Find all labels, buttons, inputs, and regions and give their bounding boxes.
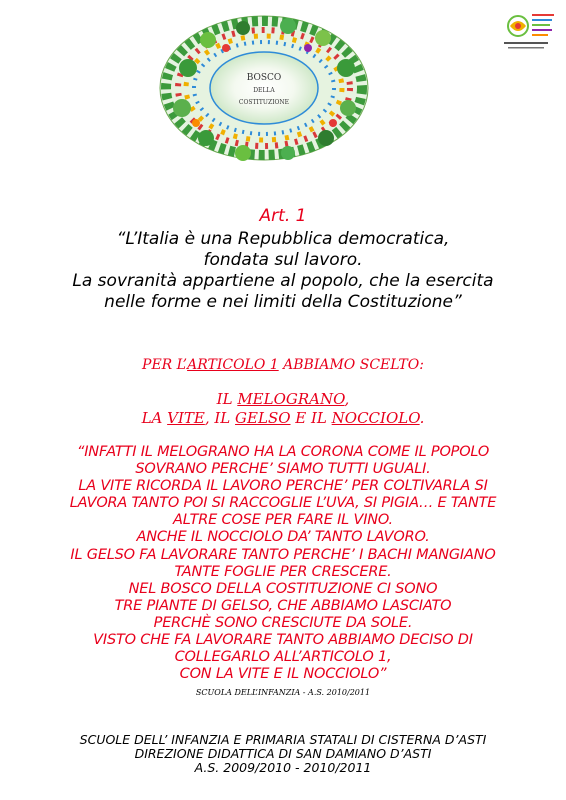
explanation-line: IL GELSO FA LAVORARE TANTO PERCHE’ I BACHI MANGIANO <box>70 546 496 563</box>
corner-logo <box>496 8 558 56</box>
explanation-line: COLLEGARLO ALL’ARTICOLO 1, <box>174 649 392 666</box>
bosco-costituzione-logo <box>148 8 380 168</box>
article-quote <box>0 229 566 313</box>
quote-line: fondata sul lavoro. <box>203 250 363 270</box>
explanation-line: TANTE FOGLIE PER CRESCERE. <box>174 563 392 580</box>
plants-list <box>0 390 566 428</box>
explanation-line: NEL BOSCO DELLA COSTITUZIONE CI SONO <box>128 580 438 597</box>
article-reference: ARTICOLO 1 <box>187 357 279 373</box>
plants-text: LA <box>141 409 168 427</box>
choice-heading <box>0 356 566 374</box>
explanation-line: “INFATTI IL MELOGRANO HA LA CORONA COME IL POPOLO <box>76 444 490 460</box>
quote-line: La sovranità appartiene al popolo, che la esercita <box>72 271 494 291</box>
footer <box>0 733 566 775</box>
explanation-line: PERCHÈ SONO CRESCIUTE DA SOLE. <box>153 614 413 631</box>
school-year-line: SCUOLA DELL’INFANZIA - A.S. 2010/2011 <box>195 688 371 697</box>
article-title: Art. 1 <box>259 206 307 226</box>
plant-vite: VITE <box>167 409 205 427</box>
plants-line-2 <box>0 409 566 428</box>
plants-text: IL <box>216 390 238 408</box>
plants-text: , IL <box>204 409 236 427</box>
explanation-line: ALTRE COSE PER FARE IL VINO. <box>173 512 393 529</box>
footer-line: SCUOLE DELL’ INFANZIA E PRIMARIA STATALI DI CISTERNA D’ASTI <box>79 732 487 747</box>
quote-line: nelle forme e nei limiti della Costituzione” <box>104 292 462 312</box>
footer-line: DIREZIONE DIDATTICA DI SAN DAMIANO D’ASTI <box>134 746 432 761</box>
explanation-line: TRE PIANTE DI GELSO, CHE ABBIAMO LASCIATO <box>114 597 452 614</box>
explanation-line: SOVRANO PERCHE’ SIAMO TUTTI UGUALI. <box>135 461 431 478</box>
plants-text: . <box>419 409 425 427</box>
explanation-line: ANCHE IL NOCCIOLO DA’ TANTO LAVORO. <box>136 529 430 546</box>
logo-text-top: BOSCO <box>246 73 282 83</box>
explanation-text <box>0 444 566 683</box>
choice-prefix: PER L’ <box>142 357 188 373</box>
logo-text-bottom: COSTITUZIONE <box>238 99 290 106</box>
footer-line: A.S. 2009/2010 - 2010/2011 <box>194 760 372 775</box>
explanation-line: LA VITE RICORDA IL LAVORO PERCHE’ PER COLTIVARLA SI <box>78 478 488 495</box>
plants-text: E IL <box>290 409 332 427</box>
logo-text-mid: DELLA <box>253 87 275 94</box>
choice-suffix: ABBIAMO SCELTO: <box>278 357 424 373</box>
quote-line: “L’Italia è una Repubblica democratica, <box>116 229 450 249</box>
plant-gelso: GELSO <box>235 409 291 427</box>
explanation-line: LAVORA TANTO POI SI RACCOGLIE L’UVA, SI PIGIA… E TANTE <box>69 495 497 512</box>
plant-nocciolo: NOCCIOLO <box>331 409 420 427</box>
plant-melograno: MELOGRANO <box>237 390 345 408</box>
plants-line-1 <box>0 390 566 409</box>
plants-text: , <box>344 390 350 408</box>
explanation-line: VISTO CHE FA LAVORARE TANTO ABBIAMO DECISO DI <box>93 632 473 649</box>
explanation-line: CON LA VITE E IL NOCCIOLO” <box>179 666 387 683</box>
